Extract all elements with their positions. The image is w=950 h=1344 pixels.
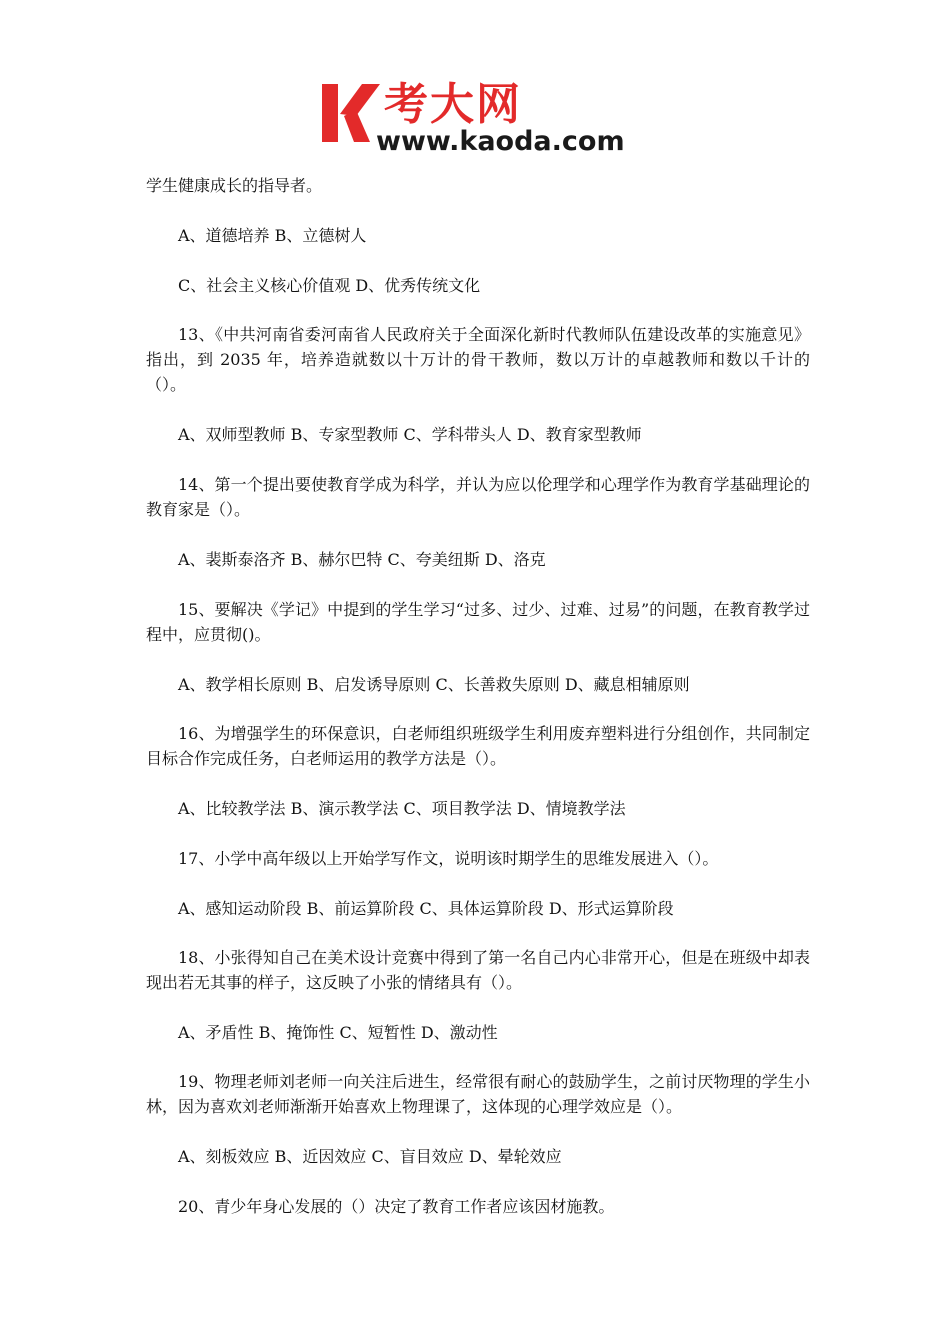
q18-stem: 18、小张得知自己在美术设计竞赛中得到了第一名自己内心非常开心，但是在班级中却表现出若无其事的样子，这反映了小张的情绪具有（）。 [146, 948, 810, 992]
q12-options-line-2: C、社会主义核心价值观 D、优秀传统文化 [178, 276, 481, 295]
q15-stem: 15、要解决《学记》中提到的学生学习“过多、过少、过难、过易”的问题，在教育教学过程中，应贯彻()。 [146, 600, 810, 644]
q16-stem: 16、为增强学生的环保意识，白老师组织班级学生利用废弃塑料进行分组创作，共同制定目标合作完成任务，白老师运用的教学方法是（）。 [146, 724, 810, 768]
q19-options: A、刻板效应 B、近因效应 C、盲目效应 D、晕轮效应 [178, 1147, 562, 1166]
top-fragment: 学生健康成长的指导者。 [146, 176, 323, 195]
q16-options: A、比较教学法 B、演示教学法 C、项目教学法 D、情境教学法 [178, 799, 626, 818]
logo-url: www.kaoda.com [376, 126, 625, 157]
q19-stem: 19、物理老师刘老师一向关注后进生，经常很有耐心的鼓励学生，之前讨厌物理的学生小林，因为喜欢刘老师渐渐开始喜欢上物理课了，这体现的心理学效应是（）。 [146, 1072, 810, 1116]
q17-options: A、感知运动阶段 B、前运算阶段 C、具体运算阶段 D、形式运算阶段 [178, 899, 674, 918]
q20-stem: 20、青少年身心发展的（）决定了教育工作者应该因材施教。 [178, 1197, 615, 1216]
kaoda-logo [318, 80, 638, 160]
q18-options: A、矛盾性 B、掩饰性 C、短暂性 D、激动性 [178, 1023, 498, 1042]
q14-options: A、裴斯泰洛齐 B、赫尔巴特 C、夸美纽斯 D、洛克 [178, 550, 546, 569]
logo-brand-name: 考大网 [384, 79, 522, 130]
q15-options: A、教学相长原则 B、启发诱导原则 C、长善救失原则 D、藏息相辅原则 [178, 675, 690, 694]
q13-stem: 13、《中共河南省委河南省人民政府关于全面深化新时代教师队伍建设改革的实施意见》指出，到 2035 年，培养造就数以十万计的骨干教师，数以万计的卓越教师和数以千计的（）。 [146, 325, 810, 394]
q13-options: A、双师型教师 B、专家型教师 C、学科带头人 D、教育家型教师 [178, 425, 642, 444]
q14-stem: 14、第一个提出要使教育学成为科学，并认为应以伦理学和心理学作为教育学基础理论的教育家是（）。 [146, 475, 810, 519]
k-mark-icon [318, 80, 384, 146]
q17-stem: 17、小学中高年级以上开始学写作文，说明该时期学生的思维发展进入（）。 [178, 849, 719, 868]
q12-options-line-1: A、道德培养 B、立德树人 [178, 226, 367, 245]
